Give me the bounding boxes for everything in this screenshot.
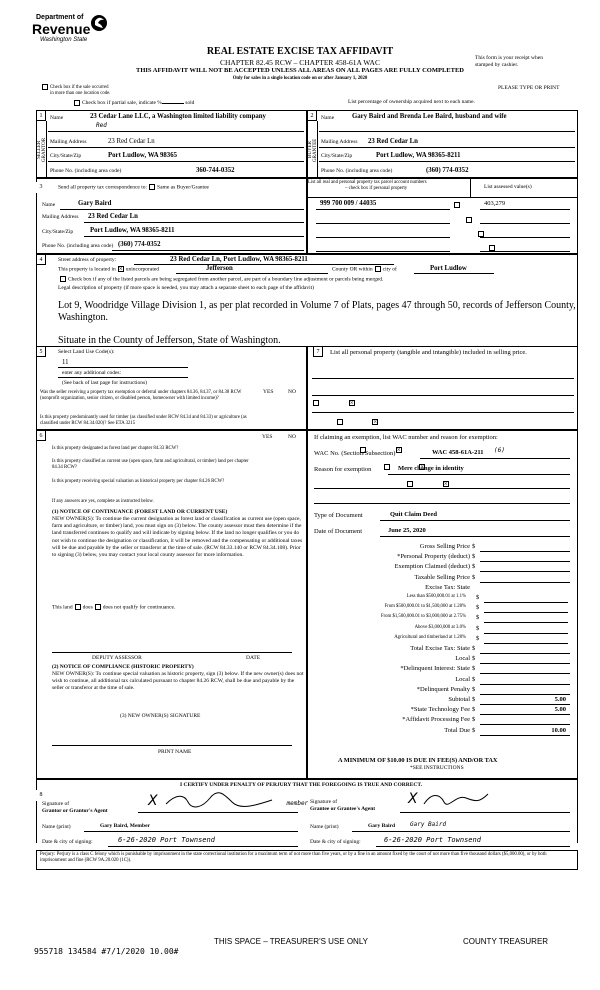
if-yes-note: If any answers are yes, complete as instructed below. (52, 499, 154, 504)
seller-name-correction: Red (96, 122, 107, 129)
grantee-name-label: Name (print) (310, 824, 339, 830)
land-does-not-label: does not qualify for continuance. (102, 604, 176, 611)
form-title: REAL ESTATE EXCISE TAX AFFIDAVIT (206, 46, 394, 57)
multi-location-check (40, 84, 108, 90)
grantor-date-field[interactable]: 6-26-2020 Port Townsend (118, 836, 215, 844)
corr-name-field[interactable]: Gary Baird (78, 200, 112, 207)
land-does-checkbox[interactable] (75, 604, 81, 610)
doc-date-field[interactable]: June 25, 2020 (388, 527, 426, 534)
grantor-sig-label-2: Grantor or Grantor's Agent (42, 808, 108, 814)
grantor-date-label: Date & city of signing: (42, 839, 93, 845)
tax-affidavit-fee-dollar: $ (472, 716, 476, 724)
tax-personal-label: *Personal Property (deduct) (397, 553, 470, 561)
grantor-name-label: Name (print) (42, 824, 71, 830)
unincorporated-checkbox[interactable] (118, 266, 124, 272)
county-treasurer: COUNTY TREASURER (463, 937, 549, 946)
tax-delinquent-penalty-label: *Delinquent Penalty (416, 685, 470, 693)
buyer-phone-field[interactable]: (360) 774-0352 (426, 167, 469, 174)
seller-section-num: 1 (36, 110, 46, 121)
grantee-date-underline (376, 846, 570, 847)
unincorporated-label: unincorporated (125, 266, 160, 273)
parcel-line-3 (316, 237, 450, 238)
city-of-checkbox[interactable] (375, 266, 381, 272)
s6-q1: Is this property designated as forest land per chapter 84.33 RCW? (52, 446, 179, 451)
buyer-mailing-label: Mailing Address (321, 139, 358, 145)
tax-tier1-label: Less than $500,000.01 at 1.1% (406, 594, 466, 599)
city-of-label: city of (382, 266, 397, 273)
seller-name-field[interactable]: 23 Cedar Lane LLC, a Washington limited liability company (90, 113, 266, 120)
grantee-signature-scribble (422, 790, 492, 808)
county-label: County OR (332, 266, 358, 273)
multi-location-checkbox[interactable] (42, 84, 48, 90)
grantor-name-field[interactable]: Gary Baird, Member (100, 823, 150, 829)
parcel-number-field[interactable]: 999 700 009 / 44035 (320, 200, 377, 207)
tax-tech-fee-field[interactable] (480, 714, 570, 715)
corr-phone-field[interactable]: (360) 774-0352 (118, 241, 161, 248)
personal-line-3 (312, 412, 574, 413)
tax-tier5-dollar: $ (476, 634, 480, 642)
partial-sale-check (72, 98, 194, 106)
grantee-name-underline (352, 831, 570, 832)
multi-location-label-2: in more than one location code. (50, 91, 111, 96)
land-use-field[interactable]: 11 (62, 359, 69, 366)
accounts-header-rule (307, 197, 578, 198)
grantor-date-underline (108, 846, 298, 847)
corr-city-label: City/State/Zip (42, 229, 74, 235)
form-only-for: Only for sales in a single location code on or after January 1, 2020 (232, 76, 368, 81)
s5-q2: Is this property predominantly used for timber (as classified under RCW 84.34 and 84.33) or agriculture (as classified under RCW 84.34.020)? See ETA 3215 (40, 415, 247, 426)
assessed-line-4 (480, 251, 570, 252)
assessed-line-2 (480, 223, 570, 224)
doc-type-label: Type of Document (314, 512, 363, 519)
tax-tier1-field[interactable] (484, 602, 568, 603)
tax-affidavit-fee-label: *Affidavit Processing Fee (402, 716, 470, 724)
parcel-line-2 (316, 223, 450, 224)
grantee-name-hand: Gary Baird (410, 821, 447, 828)
land-use-label: Select Land Use Code(s): (58, 349, 115, 355)
seller-phone-field[interactable]: 360-744-0352 (196, 167, 235, 174)
new-owner-sig-line (52, 745, 292, 746)
located-row (58, 266, 159, 272)
grantee-sig-line (400, 812, 570, 813)
tax-local2-dollar: $ (472, 675, 476, 683)
correspondence-label (58, 184, 209, 190)
within-label: within (358, 266, 373, 273)
treasurer-space: THIS SPACE – TREASURER'S USE ONLY (214, 937, 369, 946)
tax-excise-state-label: Excise Tax: State (425, 583, 470, 591)
grantee-sig-label-2: Grantee or Grantee's Agent (310, 806, 376, 812)
tax-tier5-label: Agricultural and timberland at 1.28% (394, 634, 466, 640)
tax-total-state-field[interactable] (480, 653, 570, 654)
reason-line-2 (314, 488, 570, 489)
s5-no-header: NO (288, 389, 296, 395)
tax-delinquent-penalty-field[interactable] (480, 694, 570, 695)
legal-label: Legal description of property (if more space is needed, you may attach a separate sheet to each page of the affidavit) (58, 285, 314, 291)
tax-total-due-label: Total Due (444, 726, 470, 734)
boundary-row (58, 276, 383, 282)
partial-sale-checkbox[interactable] (74, 100, 80, 106)
tax-taxable-label: Taxable Selling Price (414, 573, 470, 581)
tax-tier4-field[interactable] (484, 633, 568, 634)
form-subtitle: CHAPTER 82.45 RCW – CHAPTER 458-61A WAC (220, 58, 380, 67)
tax-total-due-field[interactable] (480, 735, 570, 736)
city-underline (414, 273, 494, 274)
multi-location-label: Check box if the sale occurred (50, 85, 109, 91)
property-section-num: 4 (36, 254, 46, 265)
tax-tier1-dollar: $ (476, 594, 480, 601)
deputy-line (52, 652, 292, 653)
signature-box (36, 779, 578, 843)
grantee-signature[interactable] (408, 790, 492, 808)
assessed-line-1 (480, 209, 570, 210)
treasurer-stamp: 955718 134584 #7/1/2020 10.00# (34, 947, 179, 956)
grantor-sig-note: member (286, 800, 309, 807)
seller-name-underline (48, 131, 304, 132)
city-field[interactable]: Port Ludlow (430, 265, 467, 272)
seller-phone-label: Phone No. (including area code) (50, 168, 122, 174)
wac-label: WAC No. (Section/Subsection) (314, 450, 396, 457)
parcel-line-1 (316, 209, 450, 210)
doc-type-field[interactable]: Quit Claim Deed (390, 511, 437, 518)
wac-underline (420, 458, 570, 459)
tax-tier5-field[interactable] (484, 643, 568, 644)
assessed-value-field[interactable]: 403,279 (484, 200, 506, 207)
deputy-date-label: DATE (246, 655, 261, 661)
tax-tier3-field[interactable] (484, 622, 568, 623)
county-field[interactable]: Jefferson (206, 265, 233, 272)
accounts-header-1: List all real and personal property tax parcel account numbers (308, 180, 427, 185)
accounts-header-2: – check box if personal property (345, 186, 408, 191)
notice2-text: NEW OWNER(S): To continue special valuation as historic property, sign (3) below. If the new owner(s) does not wish to continue, all additional tax calculated pursuant to chapter 84.26 RCW, shall be due and payable by the seller or transferor at the time of sale. (52, 671, 304, 692)
land-does-not-checkbox[interactable] (95, 604, 101, 610)
seller-mailing-label: Mailing Address (50, 139, 87, 145)
grantor-sig-label-1: Signature of (42, 801, 70, 807)
tax-taxable-dollar: $ (472, 573, 476, 581)
partial-sale-label: Check box if partial sale, indicate % (82, 100, 162, 106)
tax-subtotal-dollar: $ (472, 696, 476, 703)
parcel-line-4 (316, 251, 450, 252)
s6-no-header: NO (288, 434, 296, 440)
personal-property-section-num: 7 (313, 346, 323, 357)
tax-total-state-label: Total Excise Tax: State (410, 645, 470, 652)
tax-tech-fee-value: 5.00 (554, 706, 566, 714)
tax-local2-label: Local (455, 675, 470, 683)
s6-yes-header: YES (262, 434, 273, 440)
corr-name-underline (60, 209, 304, 210)
corr-city-underline (84, 236, 304, 237)
logo-swirl-icon (90, 12, 108, 34)
street-field[interactable]: 23 Red Cedar Ln, Port Ludlow, WA 98365-8211 (170, 256, 308, 263)
dor-logo (30, 12, 105, 48)
corr-phone-label: Phone No. (including area code) (42, 243, 114, 249)
tax-delinquent-interest-label: *Delinquent Interest: State (400, 665, 470, 673)
tax-gross-dollar: $ (472, 543, 476, 550)
parcel-2-personal-checkbox[interactable] (466, 217, 472, 223)
tax-tier2-label: From $500,000.01 to $1,500,000 at 1.28% (384, 604, 466, 610)
legal-description-1: Lot 9, Woodridge Village Division 1, as per plat recorded in Volume 7 of Plats, pages 47 through 50, records of Jefferson County, Washington. (58, 300, 576, 323)
logo-line1: Department of (36, 14, 84, 21)
tax-tier4-dollar: $ (476, 624, 480, 632)
tax-personal-dollar: $ (472, 553, 476, 561)
grantee-date-field[interactable]: 6-26-2020 Port Townsend (384, 836, 481, 844)
this-land-row (52, 604, 175, 610)
tax-tier3-dollar: $ (476, 614, 480, 622)
personal-property-label: List all personal property (tangible and intangible) included in selling price. (330, 349, 527, 356)
reason-line-3 (314, 503, 570, 504)
type-or-print: PLEASE TYPE OR PRINT (498, 85, 560, 91)
grantor-signature-scribble (162, 792, 282, 810)
corr-name-label: Name (42, 202, 56, 208)
located-label: This property is located in (58, 266, 116, 273)
tax-tech-fee-dollar: $ (472, 706, 476, 714)
seller-mailing-underline (48, 147, 304, 148)
logo-line3: Washington State (40, 37, 88, 43)
tax-tier2-field[interactable] (484, 612, 568, 613)
county-underline (176, 273, 328, 274)
notice1-title: (1) NOTICE OF CONTINUANCE (FOREST LAND OR CURRENT USE) (52, 509, 228, 515)
percentage-note: List percentage of ownership acquired next to each name. (348, 99, 475, 105)
new-owner-sig-label: (3) NEW OWNER(S) SIGNATURE (120, 713, 201, 719)
seller-side-label: SELLER GRANTOR (37, 137, 47, 163)
s5-q1: Was the seller receiving a property tax exemption or deferral under chapters 84.36, 84.37, or 84.38 RCW (nonprofit organization, senior citizen, or disabled person, homeowner with limited income)? (40, 390, 242, 401)
designation-section-num: 6 (36, 430, 46, 441)
tax-subtotal-label: Subtotal (448, 696, 470, 703)
tax-total-due-dollar: $ (472, 726, 476, 734)
tax-exemption-dollar: $ (472, 563, 476, 571)
tax-gross-field[interactable] (480, 551, 570, 552)
assessed-header: List assessed value(s) (484, 184, 532, 190)
buyer-name-underline (319, 131, 575, 132)
personal-property-box (307, 346, 578, 430)
see-back-note: (See back of last page for instructions) (62, 380, 147, 386)
receipt-note-2: stamped by cashier. (475, 62, 519, 68)
correspondence-text: Send all property tax correspondence to: (58, 184, 148, 191)
assessed-line-3 (480, 237, 570, 238)
this-land-label: This land (52, 604, 73, 611)
buyer-city-field[interactable]: Port Ludlow, WA 98365-8211 (376, 152, 461, 159)
tax-affidavit-fee-field[interactable] (480, 724, 570, 725)
doc-date-underline (380, 536, 570, 537)
buyer-phone-label: Phone No. (including area code) (321, 168, 393, 174)
logo-line2: Revenue (32, 21, 91, 37)
buyer-side-label: BUYER GRANTEE (308, 138, 318, 162)
doc-type-underline (380, 520, 570, 521)
notice2-title: (2) NOTICE OF COMPLIANCE (HISTORIC PROPERTY) (52, 664, 194, 670)
notice1-text: NEW OWNER(S): To continue the current designation as forest land or classification as current use (open space, farm and agriculture, or timber) land, you must sign on (3) below. The county assessor must then determine if the land transferred continues to qualify and will indicate by signing below. If the land no longer qualifies or you do not wish to continue the designation or classification, it will be removed and the compensating or additional taxes will be due and payable by the seller or transferor at the time of sale. (RCW 84.33.140 or RCW 84.34.108). Prior to signing (3) below, you may contact your local county assessor for more information. (52, 516, 303, 559)
tax-local-dollar: $ (472, 655, 476, 663)
tax-exemption-label: Exemption Claimed (deduct) (394, 563, 470, 571)
tax-delinquent-interest-field[interactable] (480, 673, 570, 674)
receipt-note-1: This form is your receipt when (475, 55, 543, 61)
tax-subtotal-value: 5.00 (554, 696, 566, 703)
buyer-mailing-underline (319, 147, 575, 148)
seller-city-underline (48, 161, 304, 162)
grantor-sig-line (138, 812, 298, 813)
signature-section-num: 8 (36, 790, 46, 801)
grantor-sig-mark: X (148, 793, 158, 809)
perjury-text: Perjury: Perjury is a class C felony which is punishable by imprisonment in the state correctional institution for a maximum term of not more than five years, or by a fine in an amount fixed by the court of not more than five thousand dollars ($5,000.00), or by both imprisonment and fine (RCW 9A.20.020 (1C)). (40, 852, 547, 863)
reason-underline (388, 474, 570, 475)
s5-yes-header: YES (263, 389, 274, 395)
tax-tech-fee-label: *State Technology Fee (410, 706, 470, 714)
wac-field[interactable]: WAC 458-61A-211 (432, 449, 484, 456)
same-as-buyer-checkbox[interactable] (149, 184, 155, 190)
tax-delinquent-interest-dollar: $ (472, 665, 476, 673)
land-use-section-num: 5 (36, 346, 46, 357)
land-does-label: does (82, 604, 93, 611)
exemption-label: If claiming an exemption, list WAC number and reason for exemption: (314, 434, 498, 441)
tax-tier2-dollar: $ (476, 604, 480, 612)
grantee-sig-label-1: Signature of (310, 799, 338, 805)
seller-mailing-field[interactable]: 23 Red Cedar Ln (108, 138, 155, 145)
grantee-name-field[interactable]: Gary Baird (368, 823, 396, 829)
corr-city-field[interactable]: Port Ludlow, WA 98365-8211 (90, 227, 175, 234)
min-fee-note: A MINIMUM OF $10.00 IS DUE IN FEE(S) AND/OR TAX (338, 757, 498, 764)
partial-sold-label: sold (185, 100, 195, 106)
certify-line: I CERTIFY UNDER PENALTY OF PERJURY THAT THE FOREGOING IS TRUE AND CORRECT. (180, 782, 423, 788)
buyer-city-label: City/State/Zip (321, 153, 353, 159)
doc-date-label: Date of Document (314, 528, 363, 535)
corr-phone-underline (112, 250, 304, 251)
reason-field[interactable]: Mere change in identity (398, 465, 464, 472)
legal-description-2: Situate in the County of Jefferson, State of Washington. (58, 335, 281, 346)
print-name-label: PRINT NAME (158, 749, 192, 755)
tax-gross-label: Gross Selling Price (419, 543, 470, 550)
grantor-name-underline (84, 831, 298, 832)
parcel-1-personal-checkbox[interactable] (454, 202, 460, 208)
see-instructions: *SEE INSTRUCTIONS (410, 765, 464, 771)
land-use-underline (58, 367, 188, 368)
tax-subtotal-field[interactable] (480, 704, 570, 705)
personal-line-2 (312, 395, 574, 396)
tax-local-label: Local (455, 655, 470, 663)
seller-name-label: Name (50, 115, 64, 121)
reason-label: Reason for exemption (314, 466, 372, 473)
buyer-name-field[interactable]: Gary Baird and Brenda Lee Baird, husband and wife (352, 113, 507, 120)
seller-city-label: City/State/Zip (50, 153, 82, 159)
tax-tier4-label: Above $3,000,000 at 3.0% (414, 624, 466, 630)
buyer-mailing-field[interactable]: 23 Red Cedar Ln (368, 138, 418, 145)
same-as-buyer-label: Same as Buyer/Grantee (157, 184, 209, 191)
wac-handwritten: (6) (494, 447, 505, 454)
street-underline (134, 264, 394, 265)
seller-city-field[interactable]: Port Ludlow, WA 98365 (108, 152, 177, 159)
form-warning: THIS AFFIDAVIT WILL NOT BE ACCEPTED UNLESS ALL AREAS ON ALL PAGES ARE FULLY COMPLETED (136, 67, 464, 74)
correspondence-section-num: 3 (36, 182, 46, 193)
tax-total-due-value: 10.00 (551, 726, 566, 734)
personal-line-1 (312, 378, 574, 379)
corr-mailing-underline (84, 222, 304, 223)
buyer-section-num: 2 (307, 110, 317, 121)
tax-taxable-field[interactable] (480, 582, 570, 583)
tax-local-field[interactable] (480, 663, 570, 664)
accounts-divider (470, 178, 471, 198)
grantor-signature[interactable] (148, 792, 308, 810)
s6-q2: Is this property classified as current use (open space, farm and agricultural, or timber) land per chapter 84.34 RCW? (52, 459, 249, 470)
corr-mailing-label: Mailing Address (42, 214, 79, 220)
county-within-row (332, 266, 397, 272)
buyer-name-label: Name (321, 115, 335, 121)
tax-personal-field[interactable] (480, 561, 570, 562)
additional-codes-label: enter any additional codes: (62, 370, 122, 376)
tax-total-state-dollar: $ (472, 645, 476, 652)
deputy-label: DEPUTY ASSESSOR (92, 655, 142, 661)
additional-codes-underline (58, 377, 188, 378)
boundary-note: Check box if any of the listed parcels are being segregated from another parcel, are part of a boundary line adjustment or parcels being merged. (68, 276, 384, 283)
buyer-city-underline (319, 161, 575, 162)
partial-percent-field[interactable] (162, 98, 184, 104)
corr-mailing-field[interactable]: 23 Red Cedar Ln (88, 213, 138, 220)
s6-q3: Is this property receiving special valuation as historical property per chapter 84.26 RCW? (52, 479, 225, 484)
tax-delinquent-penalty-dollar: $ (472, 685, 476, 693)
tax-tier3-label: From $1,500,000.01 to $3,000,000 at 2.75% (380, 614, 466, 620)
street-label: Street address of property: (58, 257, 117, 263)
grantee-date-label: Date & city of signing: (310, 839, 361, 845)
tax-exemption-field[interactable] (480, 571, 570, 572)
grantee-sig-mark: X (408, 791, 418, 807)
boundary-checkbox[interactable] (60, 276, 66, 282)
tax-local2-field[interactable] (480, 684, 570, 685)
